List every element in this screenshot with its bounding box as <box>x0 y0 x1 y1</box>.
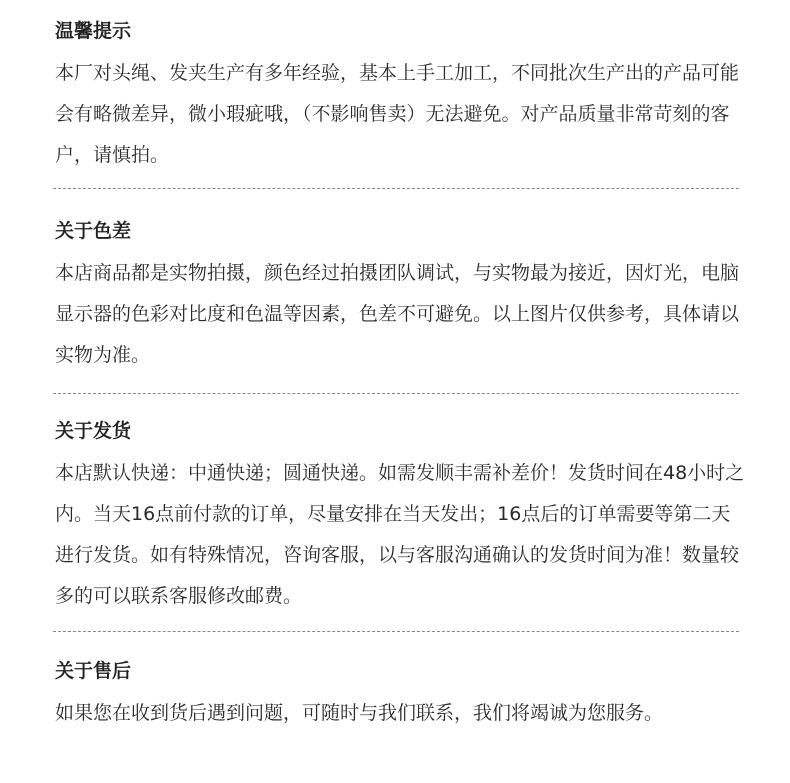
section-body: 本厂对头绳、发夹生产有多年经验，基本上手工加工，不同批次生产出的产品可能会有略微差异，微小瑕疵哦，（不影响售卖）无法避免。对产品质量非常苛刻的客户，请慎拍。 <box>55 62 740 166</box>
section-body: 本店商品都是实物拍摄，颜色经过拍摄团队调试，与实物最为接近，因灯光，电脑显示器的色彩对比度和色温等因素，色差不可避免。以上图片仅供参考，具体请以实物为准。 <box>55 262 740 366</box>
section-title: 温馨提示 <box>55 20 132 42</box>
notice-section-tips <box>55 19 745 176</box>
notice-section-color-difference <box>55 219 745 376</box>
notice-section-after-sales <box>55 659 745 734</box>
section-body: 如果您在收到货后遇到问题，可随时与我们联系，我们将竭诚为您服务。 <box>55 702 664 724</box>
section-title: 关于售后 <box>55 660 132 682</box>
dashed-divider <box>53 393 739 394</box>
section-title: 关于发货 <box>55 420 132 442</box>
section-body: 本店默认快递：中通快递；圆通快递。如需发顺丰需补差价！发货时间在48小时之内。当天16点前付款的订单，尽量安排在当天发出；16点后的订单需要等第二天进行发货。如有特殊情况，咨询客服，以与客服沟通确认的发货时间为准！数量较多的可以联系客服修改邮费。 <box>55 462 745 607</box>
dashed-divider <box>53 188 739 189</box>
dashed-divider <box>53 631 739 632</box>
notice-section-shipping <box>55 419 745 617</box>
section-title: 关于色差 <box>55 220 132 242</box>
